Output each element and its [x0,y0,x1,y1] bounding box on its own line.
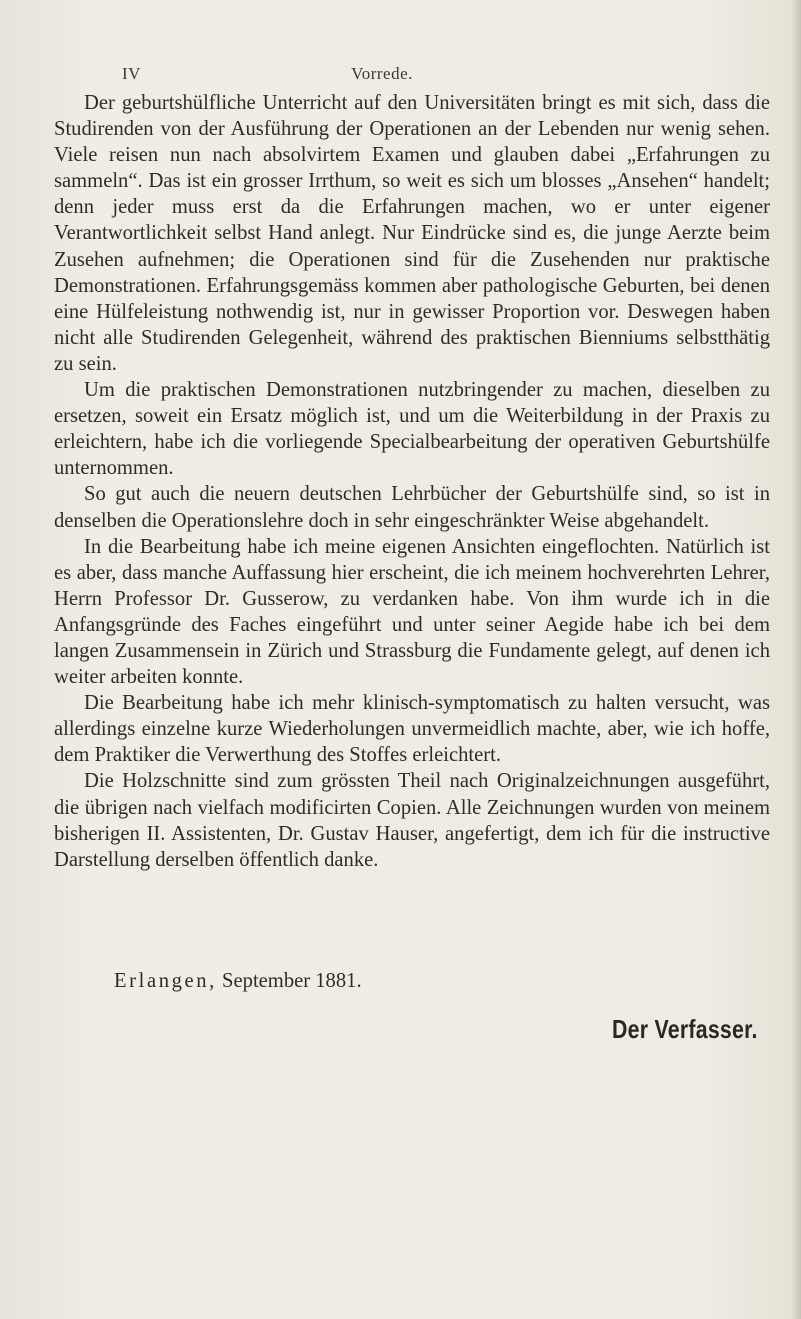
signature: Der Verfasser. [612,1014,758,1044]
closing-block [54,970,770,1050]
paragraph: Der geburtshülfliche Unterricht auf den Universitäten bringt es mit sich, dass die Studirenden von der Ausführung der Operationen an der Lebenden nur wenig sehen. Viele reisen nun nach absolvirtem Examen und glauben dabei „Erfahrungen zu sammeln“. Das ist ein grosser Irrthum, so weit es sich um blosses „Ansehen“ handelt; denn jeder muss erst da die Erfahrungen machen, wo er unter eigener Verantwortlichkeit selbst Hand anlegt. Nur Eindrücke sind es, die junge Aerzte beim Zusehen aufnehmen; die Operationen sind für die Zusehenden nur praktische Demonstrationen. Erfahrungsgemäss kommen aber pathologische Geburten, bei denen eine Hülfeleistung nothwendig ist, nur in gewisser Proportion vor. Deswegen haben nicht alle Studirenden Gelegenheit, während des praktischen Bienniums selbstthätig zu sein. [54,92,770,375]
page-number: IV [122,64,141,83]
preface-body [54,90,770,873]
paragraph: Die Bearbeitung habe ich mehr klinisch-symptomatisch zu halten versucht, was allerdings einzelne kurze Wiederholungen unvermeidlich machte, aber, wie ich hoffe, dem Praktiker die Verwerthung des Stoffes erleichtert. [54,692,770,767]
paragraph: So gut auch die neuern deutschen Lehrbücher der Geburtshülfe sind, so ist in denselben die Operationslehre doch in sehr eingeschränkter Weise abgehandelt. [54,483,770,532]
running-title: Vorrede. [351,64,413,83]
date: September 1881. [222,970,362,992]
place: Erlangen, [114,970,217,992]
place-date-line [114,970,362,993]
page-edge-shadow [791,0,801,1319]
running-head [122,64,642,86]
paragraph: In die Bearbeitung habe ich meine eigenen Ansichten eingeflochten. Natürlich ist es aber, dass manche Auffassung hier erscheint, die ich meinem hochverehrten Lehrer, Herrn Professor Dr. Gusserow, zu verdanken habe. Von ihm wurde ich in die Anfangsgründe des Faches eingeführt und unter seiner Aegide habe ich bei dem langen Zusammensein in Zürich und Strassburg die Fundamente gelegt, auf denen ich weiter arbeiten konnte. [54,535,770,689]
paragraph: Um die praktischen Demonstrationen nutzbringender zu machen, dieselben zu ersetzen, soweit ein Ersatz möglich ist, und um die Weiterbildung in der Praxis zu erleichtern, habe ich die vorliegende Specialbearbeitung der operativen Geburtshülfe unternommen. [54,379,770,480]
paragraph: Die Holzschnitte sind zum grössten Theil nach Originalzeichnungen ausgeführt, die übrigen nach vielfach modificirten Copien. Alle Zeichnungen wurden von meinem bisherigen II. Assistenten, Dr. Gustav Hauser, angefertigt, dem ich für die instructive Darstellung derselben öffentlich danke. [54,770,770,871]
